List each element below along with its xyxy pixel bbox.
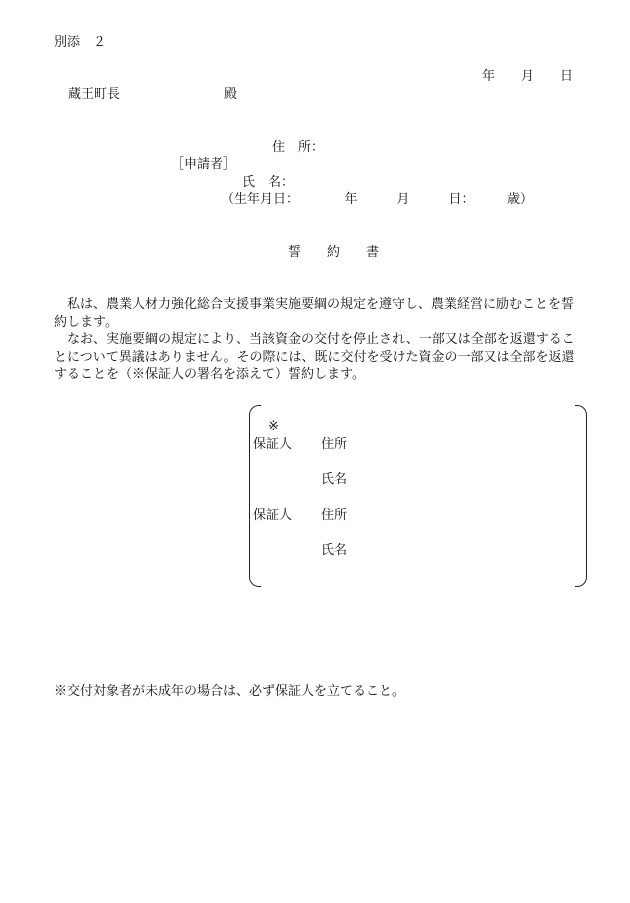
applicant-bracket-label: ［申請者］ <box>171 157 237 172</box>
guarantor-2-address-label: 住所 <box>321 508 348 523</box>
applicant-birth-line: （生年月日： 年 月 日： 歳） <box>221 192 534 207</box>
guarantor-2-role: 保証人 <box>253 508 293 523</box>
document-title: 誓 約 書 <box>288 245 380 260</box>
footnote: ※交付対象者が未成年の場合は、必ず保証人を立てること。 <box>54 684 406 699</box>
body-text <box>54 296 579 384</box>
applicant-address-label: 住 所： <box>272 140 325 155</box>
guarantor-1-role: 保証人 <box>253 437 293 452</box>
guarantor-box-left-bracket <box>249 405 261 587</box>
body-paragraph-2: なお、実施要綱の規定により、当該資金の交付を停止され、一部又は全部を返還することについて異議はありません。その際には、既に交付を受けた資金の一部又は全部を返還することを（※保証人の署名を添えて）誓約します。 <box>54 332 575 383</box>
attachment-label: 別添 ２ <box>54 35 107 50</box>
addressee: 蔵王町長 殿 <box>68 87 238 102</box>
date-line: 年 月 日 <box>482 69 574 84</box>
body-paragraph-1: 私は、農業人材力強化総合支援事業実施要綱の規定を遵守し、農業経営に励むことを誓約します。 <box>54 297 575 330</box>
guarantor-box-mark: ※ <box>268 419 279 434</box>
guarantor-box-right-bracket <box>575 405 587 587</box>
guarantor-2-name-label: 氏名 <box>321 543 348 558</box>
guarantor-1-address-label: 住所 <box>321 437 348 452</box>
applicant-name-label: 氏 名： <box>242 175 295 190</box>
guarantor-1-name-label: 氏名 <box>321 472 348 487</box>
